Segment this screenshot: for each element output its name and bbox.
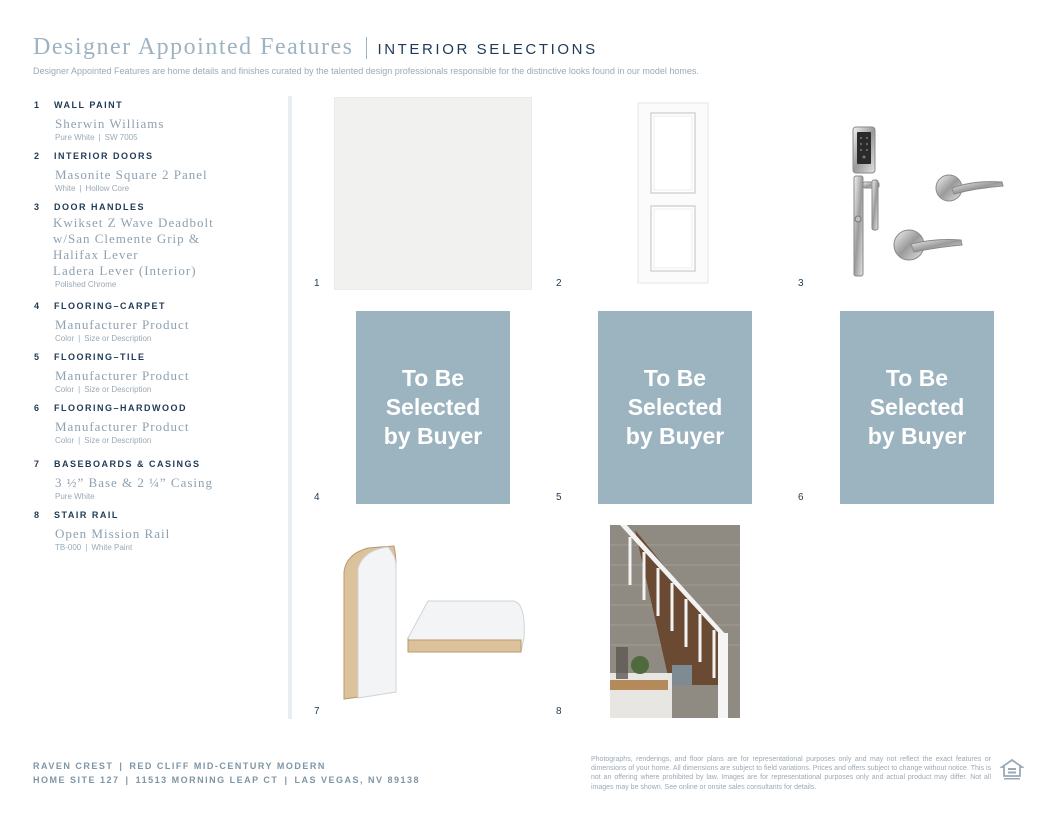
feature-stair-rail (34, 510, 274, 552)
feature-detail: Pure White | SW 7005 (55, 133, 138, 142)
baseboard-casing-image (336, 544, 531, 704)
image-label-8: 8 (556, 706, 562, 717)
feature-product: Masonite Square 2 Panel (55, 167, 208, 182)
feature-flooring-hardwood (34, 403, 274, 445)
feature-detail: TB-000 | White Paint (55, 543, 133, 552)
image-label-4: 4 (314, 492, 320, 503)
feature-number: 8 (34, 510, 41, 520)
feature-product: Manufacturer Product (55, 419, 190, 434)
image-label-5: 5 (556, 492, 562, 503)
feature-number: 5 (34, 352, 41, 362)
feature-product: Manufacturer Product (55, 368, 190, 383)
feature-detail: Polished Chrome (55, 280, 117, 289)
interior-door-image (636, 100, 710, 286)
image-label-3: 3 (798, 278, 804, 289)
feature-product: Open Mission Rail (55, 526, 171, 541)
feature-category: STAIR RAIL (54, 510, 119, 520)
door-handles-image (848, 124, 1008, 282)
page-subtitle: INTERIOR SELECTIONS (377, 41, 598, 58)
feature-detail: Pure White (55, 492, 95, 501)
feature-category: BASEBOARDS & CASINGS (54, 459, 201, 469)
image-label-7: 7 (314, 706, 320, 717)
image-label-6: 6 (798, 492, 804, 503)
feature-number: 1 (34, 100, 41, 110)
home-site: HOME SITE 127 (33, 775, 120, 785)
feature-flooring-tile (34, 352, 274, 394)
feature-number: 7 (34, 459, 41, 469)
feature-number: 6 (34, 403, 41, 413)
title-divider (366, 37, 367, 59)
intro-text: Designer Appointed Features are home details and finishes curated by the talented design professionals responsible for the distinctive looks found in our model homes. (33, 66, 699, 76)
feature-category: FLOORING–CARPET (54, 301, 167, 311)
column-divider (288, 96, 292, 719)
feature-wall-paint (34, 100, 274, 142)
feature-category: WALL PAINT (54, 100, 124, 110)
feature-number: 4 (34, 301, 41, 311)
feature-detail: Color | Size or Description (55, 436, 152, 445)
feature-category: DOOR HANDLES (54, 202, 146, 212)
feature-detail: Color | Size or Description (55, 334, 152, 343)
feature-detail: Color | Size or Description (55, 385, 152, 394)
feature-interior-doors (34, 151, 274, 193)
wall-paint-swatch (334, 97, 532, 290)
image-label-1: 1 (314, 278, 320, 289)
feature-product: Manufacturer Product (55, 317, 190, 332)
feature-category: FLOORING–TILE (54, 352, 146, 362)
equal-housing-opportunity-icon (1000, 758, 1024, 782)
footer-community-info: RAVEN CREST | RED CLIFF MID-CENTURY MODERN HOME SITE 127 | 11513 MORNING LEAP CT | LAS VEGAS, NV 89138 (33, 761, 421, 785)
feature-detail: White | Hollow Core (55, 184, 130, 193)
carpet-placeholder-tile: To Be Selected by Buyer (356, 311, 510, 504)
community-name: RAVEN CREST (33, 761, 114, 771)
feature-product: 3 ½” Base & 2 ¼” Casing (55, 475, 214, 490)
tile-placeholder-tile: To Be Selected by Buyer (598, 311, 752, 504)
feature-category: FLOORING–HARDWOOD (54, 403, 187, 413)
collection-name: RED CLIFF MID-CENTURY MODERN (129, 761, 326, 771)
feature-baseboards-casings (34, 459, 274, 501)
feature-flooring-carpet (34, 301, 274, 343)
feature-category: INTERIOR DOORS (54, 151, 154, 161)
page-title: Designer Appointed Features (33, 34, 354, 60)
street-address: 11513 MORNING LEAP CT (135, 775, 279, 785)
hardwood-placeholder-tile: To Be Selected by Buyer (840, 311, 994, 504)
feature-number: 2 (34, 151, 41, 161)
feature-product: Sherwin Williams (55, 116, 165, 131)
page-header (33, 34, 598, 61)
legal-disclaimer: Photographs, renderings, and floor plans are for representational purposes only and may not reflect the exact features or dimensions of your home. All dimensions are subject to field variations. Prices and offers subject to change without notice. This is not an offering where prohibited by law. Images are for representational purposes only and actual product may differ. Not all images may be shown. See online or onsite sales consultants for details. (591, 756, 991, 791)
image-label-2: 2 (556, 278, 562, 289)
feature-door-handles (34, 202, 274, 289)
feature-product: Kwikset Z Wave Deadbolt w/San Clemente Grip & Halifax Lever Ladera Lever (Interior) (53, 215, 214, 278)
feature-number: 3 (34, 202, 41, 212)
stair-rail-image (610, 525, 740, 718)
city-state-zip: LAS VEGAS, NV 89138 (294, 775, 421, 785)
